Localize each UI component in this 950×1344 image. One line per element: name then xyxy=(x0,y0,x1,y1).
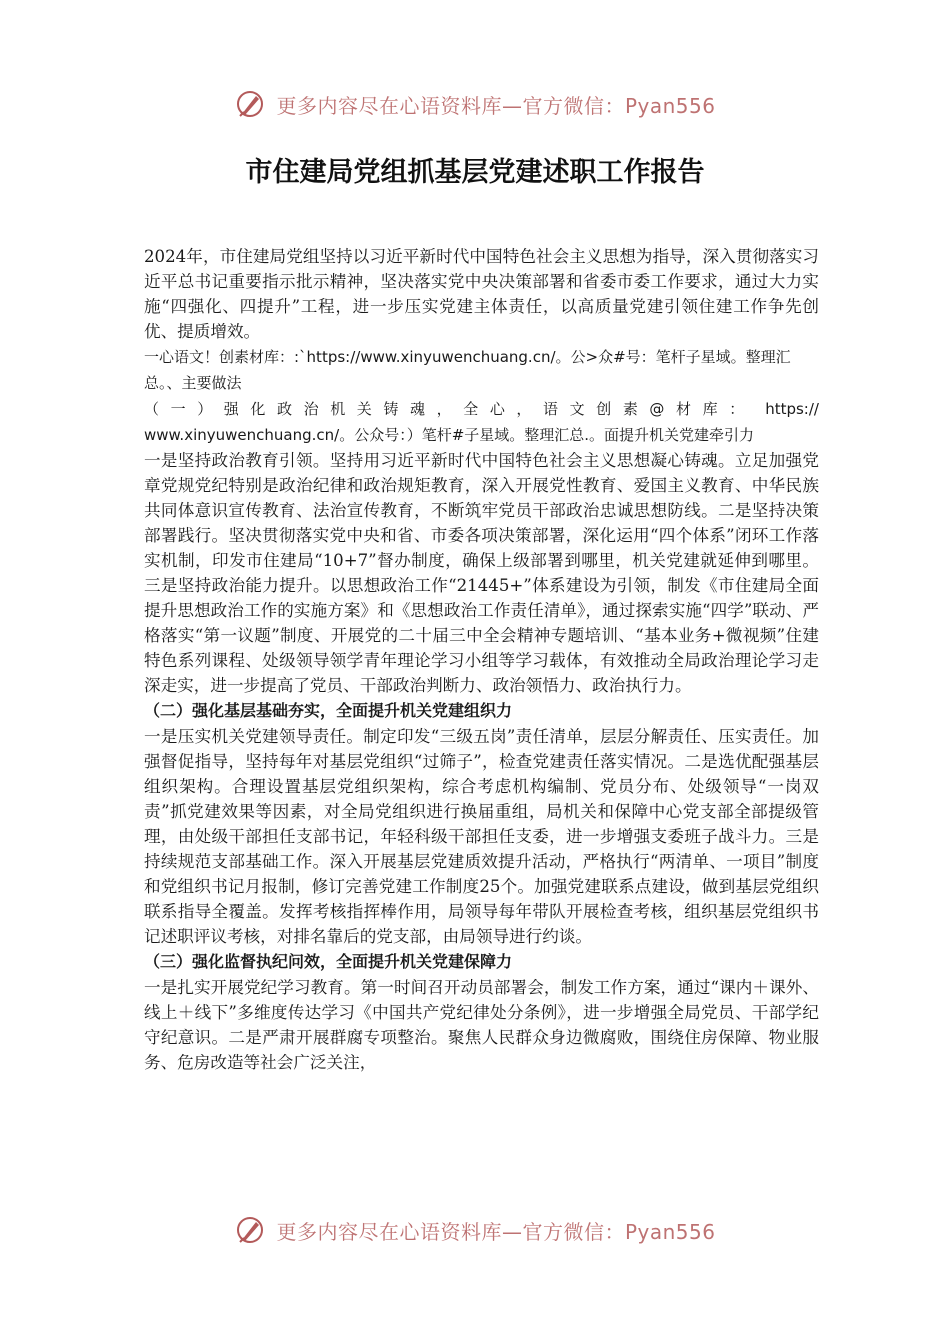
intro-paragraph: 2024年，市住建局党组坚持以习近平新时代中国特色社会主义思想为指导，深入贯彻落实习近平总书记重要指示批示精神，坚决落实党中央决策部署和省委市委工作要求，通过大力实施“四强化、四提升”工程，进一步压实党建主体责任，以高质量党建引领住建工作争先创优、提质增效。 xyxy=(144,247,819,341)
section1-heading-url: https:// xyxy=(765,400,819,418)
document-title: 市住建局党组抓基层党建述职工作报告 xyxy=(245,157,705,188)
watermark-text: 更多内容尽在心语资料库—官方微信：Pyan556 xyxy=(276,93,716,118)
watermark-text: 更多内容尽在心语资料库—官方微信：Pyan556 xyxy=(276,1219,716,1244)
section2-body: 一是压实机关党建领导责任。制定印发“三级五岗”责任清单，层层分解责任、压实责任。加强督促指导，坚持每年对基层党组织“过筛子”，检查党建责任落实情况。二是选优配强基层组织架构。合理设置基层党组织架构，综合考虑机构编制、党员分布、处级领导“一岗双责”抓党建效果等因素，对全局党组织进行换届重组，局机关和保障中心党支部全部提级管理，由处级干部担任支部书记，年轻科级干部担任支委，进一步增强支委班子战斗力。三是持续规范支部基础工作。深入开展基层党建质效提升活动，严格执行“两清单、一项目”制度和党组织书记月报制，修订完善党建工作制度25个。加强党建联系点建设，做到基层党组织联系指导全覆盖。发挥考核指挥棒作用，局领导每年带队开展检查考核，组织基层党组织书记述职评议考核，对排名靠后的党支部，由局领导进行约谈。 xyxy=(144,727,819,946)
document-body xyxy=(144,244,819,1075)
section2-heading: （二）强化基层基础夯实，全面提升机关党建组织力 xyxy=(144,701,513,720)
section1-heading-spaced: （一）强化政治机关铸魂，全心，语文创素@材库： xyxy=(144,400,756,418)
watermark-header xyxy=(0,84,950,124)
section3-body: 一是扎实开展党纪学习教育。第一时间召开动员部署会，制发工作方案，通过“课内＋课外、线上＋线下”多维度传达学习《中国共产党纪律处分条例》，进一步增强全局党员、干部学纪守纪意识。二是严肃开展群腐专项整治。聚焦人民群众身边微腐败，围绕住房保障、物业服务、危房改造等社会广泛关注， xyxy=(144,978,819,1072)
watermark-footer xyxy=(0,1210,950,1250)
section1-heading-rest: www.xinyuwenchuang.cn/。公众号：）笔杆#子星域。整理汇总.。面提升机关党建牵引力 xyxy=(144,426,755,444)
section1-heading xyxy=(144,396,819,448)
inserted-notice-line: 一心语文！创素材库：:`https://www.xinyuwenchuang.cn/。公>众#号：笔杆子星域。整理汇总。、主要做法 xyxy=(144,348,791,392)
section3-heading: （三）强化监督执纪问效，全面提升机关党建保障力 xyxy=(144,952,513,971)
section1-body: 一是坚持政治教育引领。坚持用习近平新时代中国特色社会主义思想凝心铸魂。立足加强党章党规党纪特别是政治纪律和政治规矩教育，深入开展党性教育、爱国主义教育、中华民族共同体意识宣传教育、法治宣传教育，不断筑牢党员干部政治忠诚思想防线。二是坚持决策部署践行。坚决贯彻落实党中央和省、市委各项决策部署，深化运用“四个体系”闭环工作落实机制，印发市住建局“10+7”督办制度，确保上级部署到哪里，机关党建就延伸到哪里。三是坚持政治能力提升。以思想政治工作“21445+”体系建设为引领，制发《市住建局全面提升思想政治工作的实施方案》和《思想政治工作责任清单》，通过探索实施“四学”联动、严格落实“第一议题”制度、开展党的二十届三中全会精神专题培训、“基本业务+微视频”住建特色系列课程、处级领导领学青年理论学习小组等学习载体，有效推动全局政治理论学习走深走实，进一步提高了党员、干部政治判断力、政治领悟力、政治执行力。 xyxy=(144,451,819,695)
quill-pen-logo-icon xyxy=(234,88,266,120)
quill-pen-logo-icon xyxy=(234,1214,266,1246)
